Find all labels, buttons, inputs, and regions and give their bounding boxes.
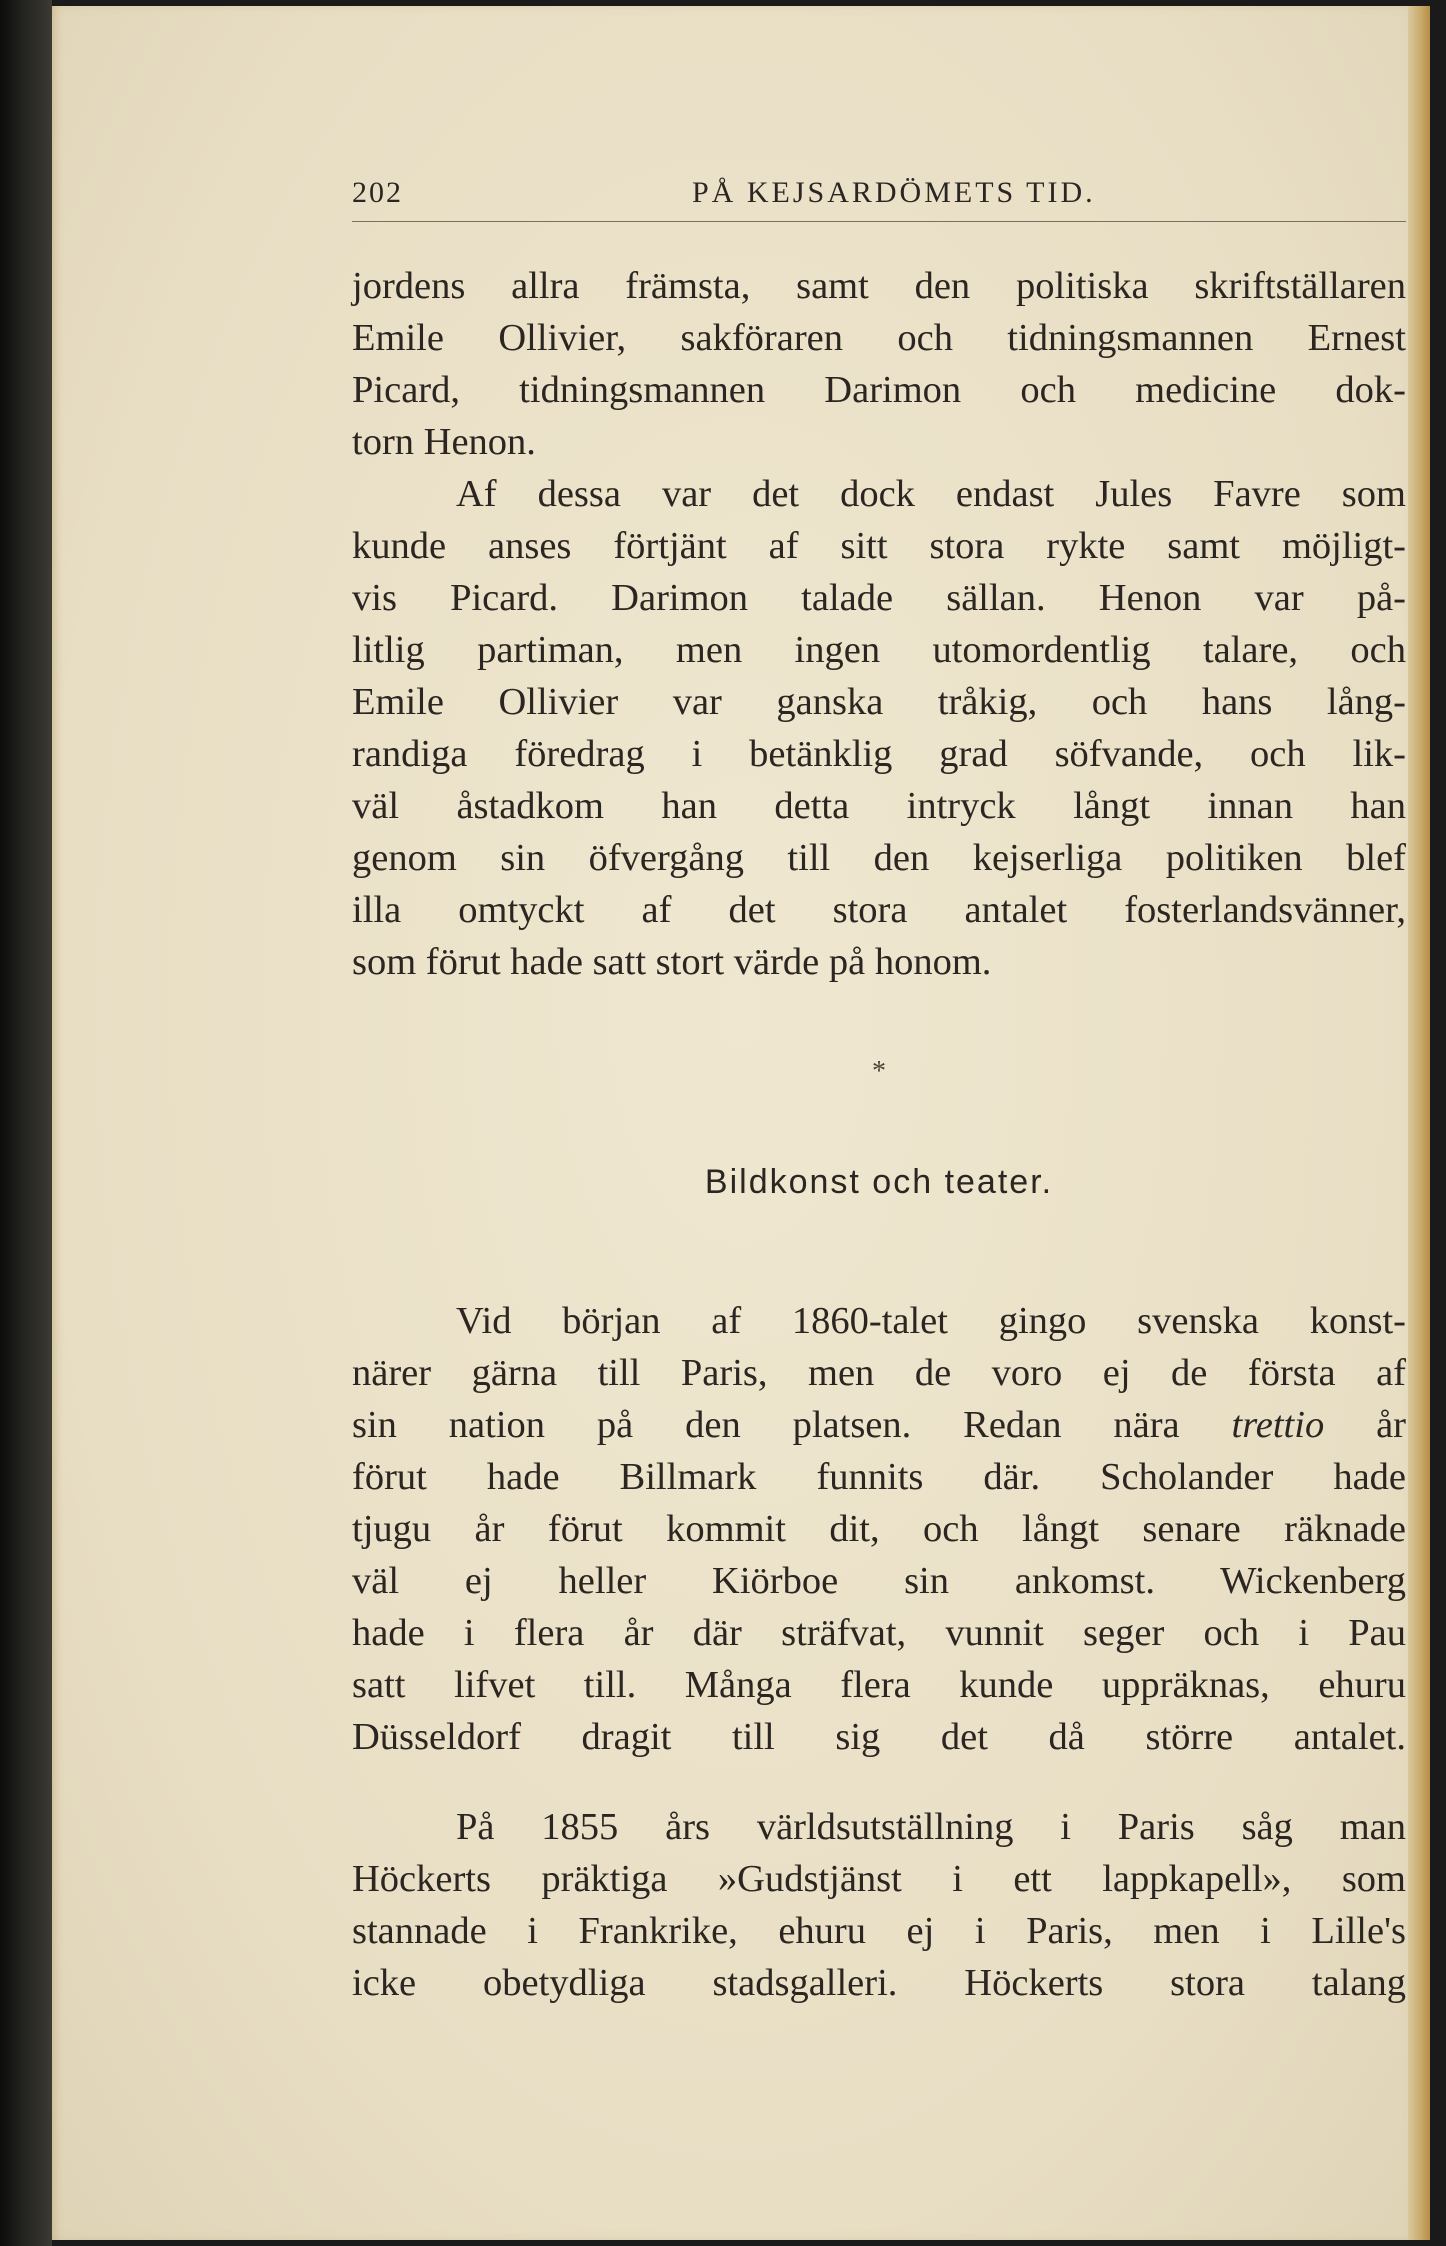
paragraph bbox=[352, 468, 1406, 988]
body-text-top bbox=[352, 260, 1406, 988]
running-title: PÅ KEJSARDÖMETS TID. bbox=[692, 176, 1096, 209]
text-segment: år bbox=[1324, 1403, 1406, 1446]
text-line: närer gärna till Paris, men de voro ej de första af bbox=[352, 1351, 1406, 1394]
text-line: Vid början af 1860-talet gingo svenska konst- bbox=[456, 1299, 1406, 1342]
paragraph bbox=[352, 260, 1406, 468]
text-line: På 1855 års världsutställning i Paris såg man bbox=[456, 1806, 1406, 1848]
text-line: illa omtyckt af det stora antalet fosterlandsvänner, bbox=[352, 889, 1406, 931]
text-line: Picard, tidningsmannen Darimon och medicine dok- bbox=[352, 369, 1406, 411]
text-line: Emile Ollivier, sakföraren och tidningsmannen Ernest bbox=[352, 317, 1406, 359]
text-line: som förut hade satt stort värde på honom. bbox=[352, 941, 992, 983]
section-ornament: * bbox=[872, 1056, 886, 1087]
text-line: torn Henon. bbox=[352, 421, 536, 463]
text-line: randiga föredrag i betänklig grad söfvande, och lik- bbox=[352, 733, 1406, 775]
text-line: hade i flera år där sträfvat, vunnit seger och i Pau bbox=[352, 1611, 1406, 1654]
book-page bbox=[52, 6, 1430, 2240]
text-line: Düsseldorf dragit till sig det då större antalet. bbox=[352, 1715, 1406, 1758]
text-line: genom sin öfvergång till den kejserliga politiken blef bbox=[352, 837, 1406, 879]
paragraph bbox=[352, 1801, 1406, 2009]
text-line: litlig partiman, men ingen utomordentlig talare, och bbox=[352, 629, 1406, 671]
page-edge bbox=[1408, 6, 1430, 2240]
text-line: Af dessa var det dock endast Jules Favre som bbox=[456, 473, 1406, 515]
text-line: förut hade Billmark funnits där. Scholander hade bbox=[352, 1455, 1406, 1498]
header-rule bbox=[352, 221, 1406, 222]
text-line: jordens allra främsta, samt den politiska skriftställaren bbox=[352, 265, 1406, 307]
page-header bbox=[352, 176, 1406, 216]
text-line: Höckerts präktiga »Gudstjänst i ett lappkapell», som bbox=[352, 1858, 1406, 1900]
text-line bbox=[352, 1399, 1406, 1451]
text-line: väl ej heller Kiörboe sin ankomst. Wickenberg bbox=[352, 1559, 1406, 1602]
text-line: Emile Ollivier var ganska tråkig, och hans lång- bbox=[352, 681, 1406, 723]
book-spine-shadow bbox=[0, 0, 52, 2246]
text-line: kunde anses förtjänt af sitt stora rykte samt möjligt- bbox=[352, 525, 1406, 567]
text-segment: sin nation på den platsen. Redan nära bbox=[352, 1403, 1232, 1446]
text-line: vis Picard. Darimon talade sällan. Henon var på- bbox=[352, 577, 1406, 619]
text-line: stannade i Frankrike, ehuru ej i Paris, men i Lille's bbox=[352, 1910, 1406, 1952]
text-line: satt lifvet till. Många flera kunde uppräknas, ehuru bbox=[352, 1663, 1406, 1706]
text-line: tjugu år förut kommit dit, och långt senare räknade bbox=[352, 1507, 1406, 1550]
section-heading: Bildkonst och teater. bbox=[704, 1163, 1054, 1201]
page-number: 202 bbox=[352, 176, 403, 209]
body-text-bottom bbox=[352, 1256, 1406, 2048]
italic-word: trettio bbox=[1231, 1403, 1325, 1446]
paragraph bbox=[352, 1295, 1406, 1763]
text-line: väl åstadkom han detta intryck långt innan han bbox=[352, 785, 1406, 827]
text-line: icke obetydliga stadsgalleri. Höckerts stora talang bbox=[352, 1962, 1406, 2004]
